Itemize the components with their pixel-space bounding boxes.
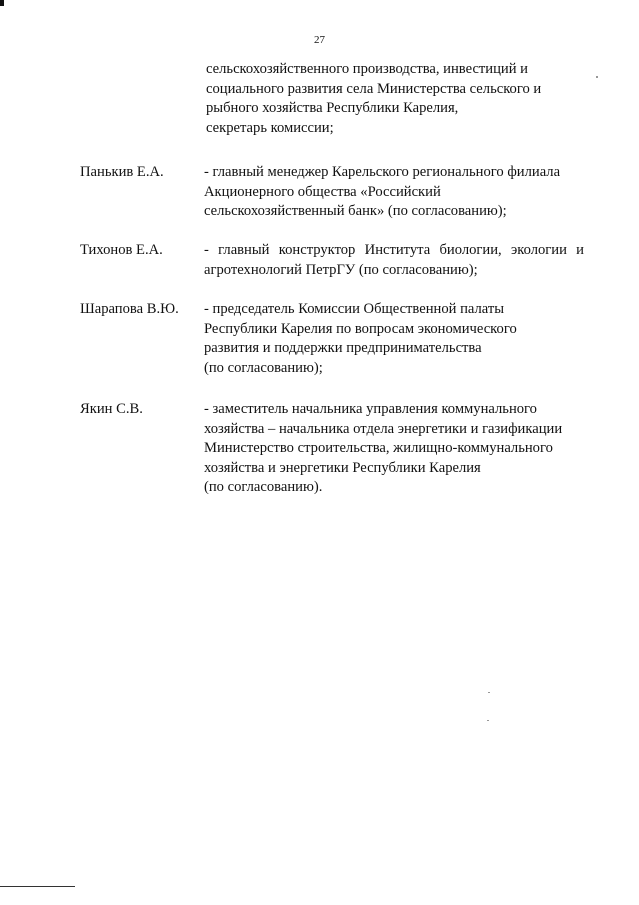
description-line: - председатель Комиссии Общественной палаты [204, 301, 505, 317]
intro-line: социального развития села Министерства сельского и [206, 80, 542, 97]
member-name: Шарапова В.Ю. [80, 301, 179, 317]
page-number: 27 [314, 34, 325, 46]
description-line: Республики Карелия по вопросам экономического [204, 320, 517, 337]
member-description [204, 163, 584, 222]
member-name: Тихонов Е.А. [80, 242, 163, 258]
member-description [204, 400, 584, 498]
footer-rule [0, 886, 75, 887]
description-line: хозяйства – начальника отдела энергетики и газификации [204, 420, 563, 437]
scan-speck [596, 76, 598, 78]
scan-speck [487, 720, 489, 721]
intro-line: сельскохозяйственного производства, инвестиций и [206, 61, 528, 77]
member-name: Якин С.В. [80, 401, 143, 417]
description-line: развития и поддержки предпринимательства [204, 340, 482, 356]
description-line: (по согласованию). [204, 479, 323, 495]
scan-speck [488, 692, 490, 693]
scan-corner-mark [0, 0, 4, 6]
member-name: Панькив Е.А. [80, 164, 164, 180]
intro-continuation [206, 60, 586, 138]
description-line: - заместитель начальника управления коммунального [204, 401, 537, 417]
intro-line: секретарь комиссии; [206, 119, 334, 136]
description-line: (по согласованию); [204, 359, 323, 376]
description-line: агротехнологий ПетрГУ (по согласованию); [204, 261, 478, 278]
member-description [204, 241, 584, 280]
description-line: сельскохозяйственный банк» (по согласованию); [204, 203, 507, 219]
description-line: Министерство строительства, жилищно-коммунального [204, 440, 553, 456]
description-line: хозяйства и энергетики Республики Карелия [204, 459, 481, 476]
intro-line: рыбного хозяйства Республики Карелия, [206, 100, 459, 116]
description-line: - главный конструктор Института биологии, экологии и [204, 242, 584, 258]
description-line: - главный менеджер Карельского регионального филиала [204, 164, 561, 180]
member-description [204, 300, 584, 378]
description-line: Акционерного общества «Российский [204, 183, 441, 200]
